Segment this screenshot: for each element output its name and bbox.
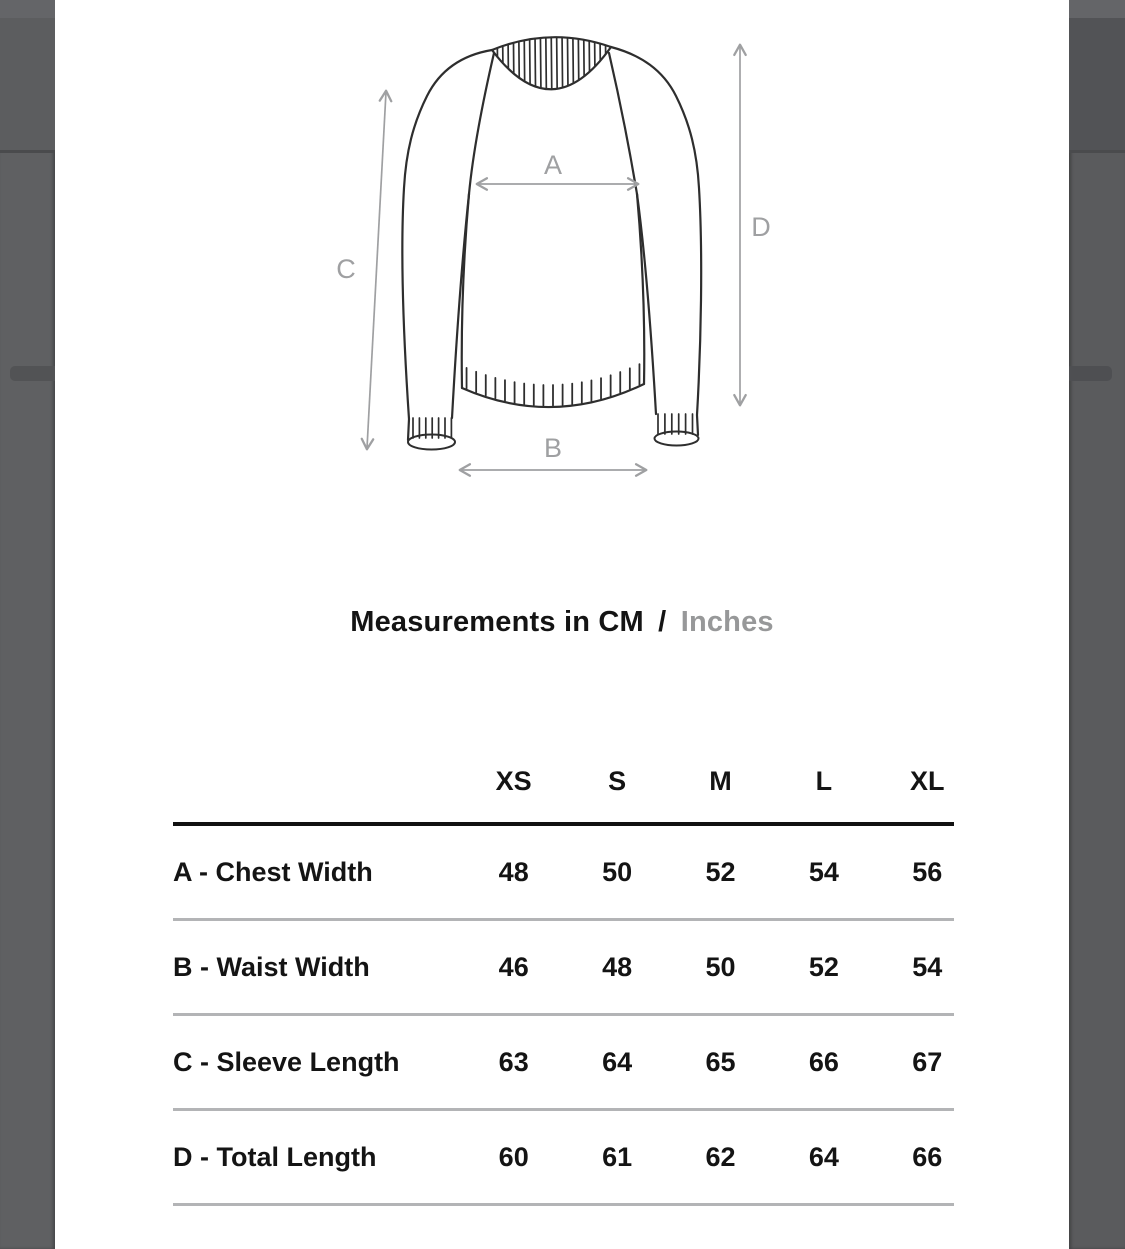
garment-measurement-diagram	[330, 25, 800, 510]
backdrop-header-block	[0, 18, 55, 150]
backdrop-element-bar	[1069, 366, 1112, 381]
size-table-header-row	[173, 740, 979, 822]
cell-value: 64	[602, 1046, 633, 1077]
measure-label-d: D	[751, 212, 771, 242]
col-header-xl: XL	[910, 765, 945, 796]
measure-label-c: C	[336, 254, 356, 284]
backdrop-divider	[1069, 150, 1125, 153]
cell-value: 66	[912, 1141, 943, 1172]
backdrop-topband	[0, 0, 55, 18]
cell-value: 50	[705, 951, 736, 982]
cell-value: 65	[705, 1046, 736, 1077]
cell-value: 67	[912, 1046, 943, 1077]
table-row-total-length	[173, 1111, 979, 1203]
cell-value: 60	[498, 1141, 529, 1172]
cell-value: 56	[912, 856, 943, 887]
backdrop-divider	[0, 150, 55, 153]
cell-value: 63	[498, 1046, 529, 1077]
cell-value: 52	[808, 951, 839, 982]
backdrop-topband	[1069, 0, 1125, 18]
row-label: B - Waist Width	[173, 951, 370, 982]
table-row-chest-width	[173, 826, 979, 918]
cell-value: 46	[498, 951, 529, 982]
size-guide-modal	[55, 0, 1069, 1249]
cell-value: 61	[602, 1141, 633, 1172]
row-label: C - Sleeve Length	[173, 1046, 400, 1077]
unit-separator: /	[658, 606, 667, 638]
cell-value: 66	[808, 1046, 839, 1077]
sleeve-length-arrow-icon	[367, 92, 386, 448]
cell-value: 52	[705, 856, 736, 887]
col-header-s: S	[608, 765, 627, 796]
cell-value: 54	[912, 951, 943, 982]
col-header-m: M	[709, 765, 732, 796]
row-label: D - Total Length	[173, 1141, 377, 1172]
row-divider	[173, 1203, 954, 1206]
row-label: A - Chest Width	[173, 856, 373, 887]
cell-value: 54	[808, 856, 839, 887]
cell-value: 48	[602, 951, 633, 982]
backdrop-element-bar	[10, 366, 55, 381]
cell-value: 48	[498, 856, 529, 887]
unit-toggle-inches[interactable]: Inches	[680, 606, 774, 638]
sweater-outline-icon	[402, 37, 701, 449]
cell-value: 64	[808, 1141, 839, 1172]
modal-backdrop-right[interactable]	[1069, 0, 1125, 1249]
cell-value: 50	[602, 856, 633, 887]
cell-value: 62	[705, 1141, 736, 1172]
modal-backdrop-left[interactable]	[0, 0, 55, 1249]
col-header-l: L	[815, 765, 833, 796]
unit-title-cm: Measurements in CM	[350, 606, 644, 638]
measure-label-a: A	[543, 150, 563, 180]
backdrop-header-block	[1069, 18, 1125, 150]
table-row-sleeve-length	[173, 1016, 979, 1108]
col-header-xs: XS	[495, 765, 532, 796]
table-row-waist-width	[173, 921, 979, 1013]
size-chart-table	[173, 740, 979, 1206]
measure-label-b: B	[543, 433, 563, 463]
unit-title	[55, 606, 1069, 639]
